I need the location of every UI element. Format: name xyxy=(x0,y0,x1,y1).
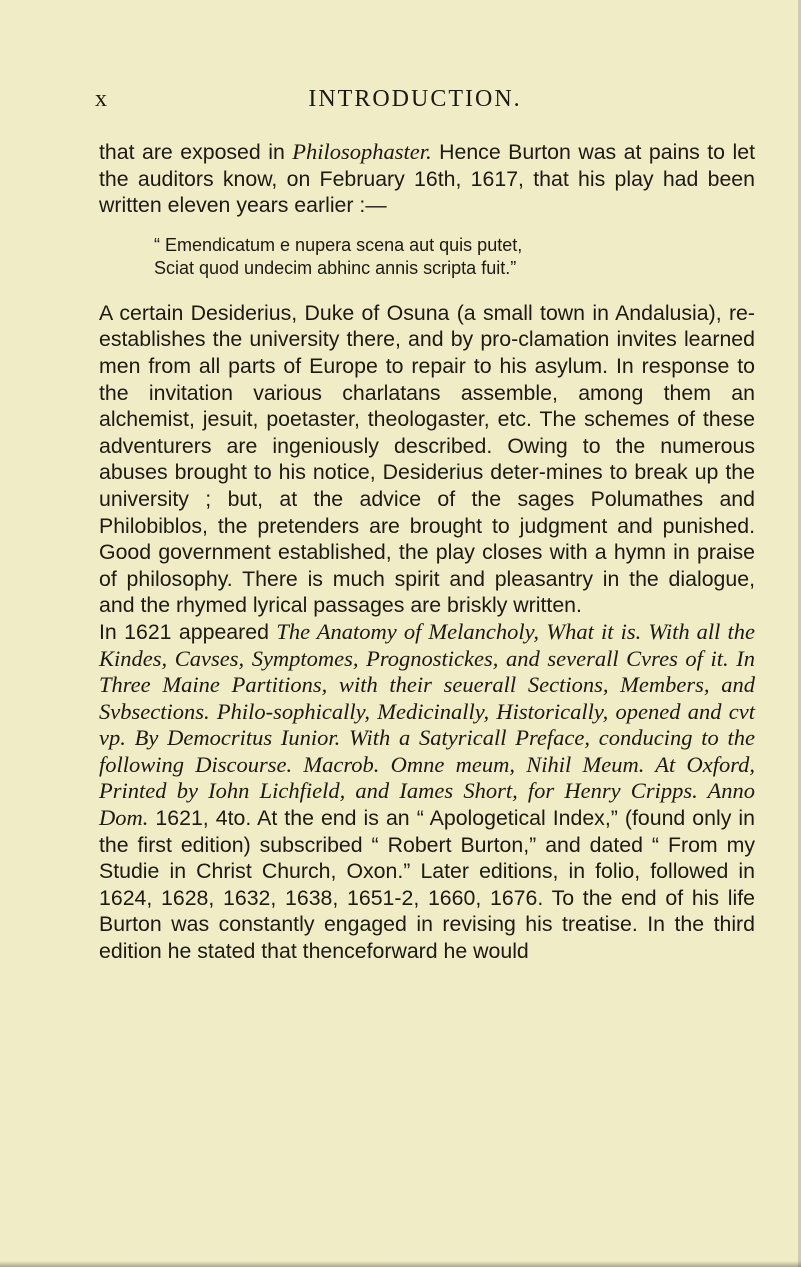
quote-line-2: Sciat quod undecim abhinc annis scripta fuit.” xyxy=(154,257,517,278)
paragraph-2-segment-0: A certain Desiderius, Duke of Osuna (a small town in Andalusia), re-establishes the university there, and by pro-clamation invites learned men from all parts of Europe to repair to his asylum. In response to the invitation various charlatans assemble, among them an alchemist, jesuit, poetaster, theologaster, etc. The schemes of these adventurers are ingeniously described. Owing to the numerous abuses brought to his notice, Desiderius deter-mines to break up the university ; but, at the advice of the sages Polumathes and Philobiblos, the pretenders are brought to judgment and punished. Good government established, the play closes with a hymn in praise of philosophy. There is much spirit and pleasantry in the dialogue, and the rhymed lyrical passages are briskly written. xyxy=(99,300,755,618)
page-header xyxy=(95,86,735,116)
paragraph-2 xyxy=(99,300,755,619)
body-text xyxy=(99,139,755,965)
paragraph-1-segment-2: Hence Burton was at pains to let the auditors know, on February 16th, 1617, that his play had been written eleven years earlier :— xyxy=(99,140,755,218)
running-title: INTRODUCTION. xyxy=(308,86,522,112)
paragraph-3 xyxy=(99,619,755,965)
paragraph-3-segment-3-italic: What it is. With all the Kindes, Cavses, Symptomes, Prognostickes, and severall Cvres of it. In Three Maine Partitions, with their seuerall Sections, Members, and Svbsections. Philo-sophically, Medicinally, Historically, opened and cvt vp. By Democritus Iunior. With a Satyricall Preface, conducing to the following Discourse. Macrob. Omne meum, Nihil Meum. At Oxford, Printed by Iohn Lichfield, and Iames Short, for Henry Cripps. Anno Dom. xyxy=(99,618,755,831)
quote-line-1: “ Emendicatum e nupera scena aut quis putet, xyxy=(154,234,523,255)
paragraph-3-segment-1-italic: The Anatomy of Melancholy, xyxy=(276,618,540,644)
latin-quotation xyxy=(99,234,755,280)
paragraph-3-segment-4: 1621, 4to. At the end is an “ Apologetical Index,” (found only in the first edition) subscribed “ Robert Burton,” and dated “ From my Studie in Christ Church, Oxon.” Later editions, in folio, followed in 1624, 1628, 1632, 1638, 1651-2, 1660, 1676. To the end of his life Burton was constantly engaged in revising his treatise. In the third edition he stated that thenceforward he would xyxy=(99,806,755,964)
paragraph-1 xyxy=(99,139,755,219)
page-number: x xyxy=(95,86,107,112)
scan-shadow xyxy=(0,1261,801,1267)
paragraph-1-segment-0: that are exposed in xyxy=(99,140,293,164)
paragraph-3-segment-0: In 1621 appeared xyxy=(99,619,277,644)
paragraph-1-segment-1-italic: Philosophaster. xyxy=(292,139,432,164)
